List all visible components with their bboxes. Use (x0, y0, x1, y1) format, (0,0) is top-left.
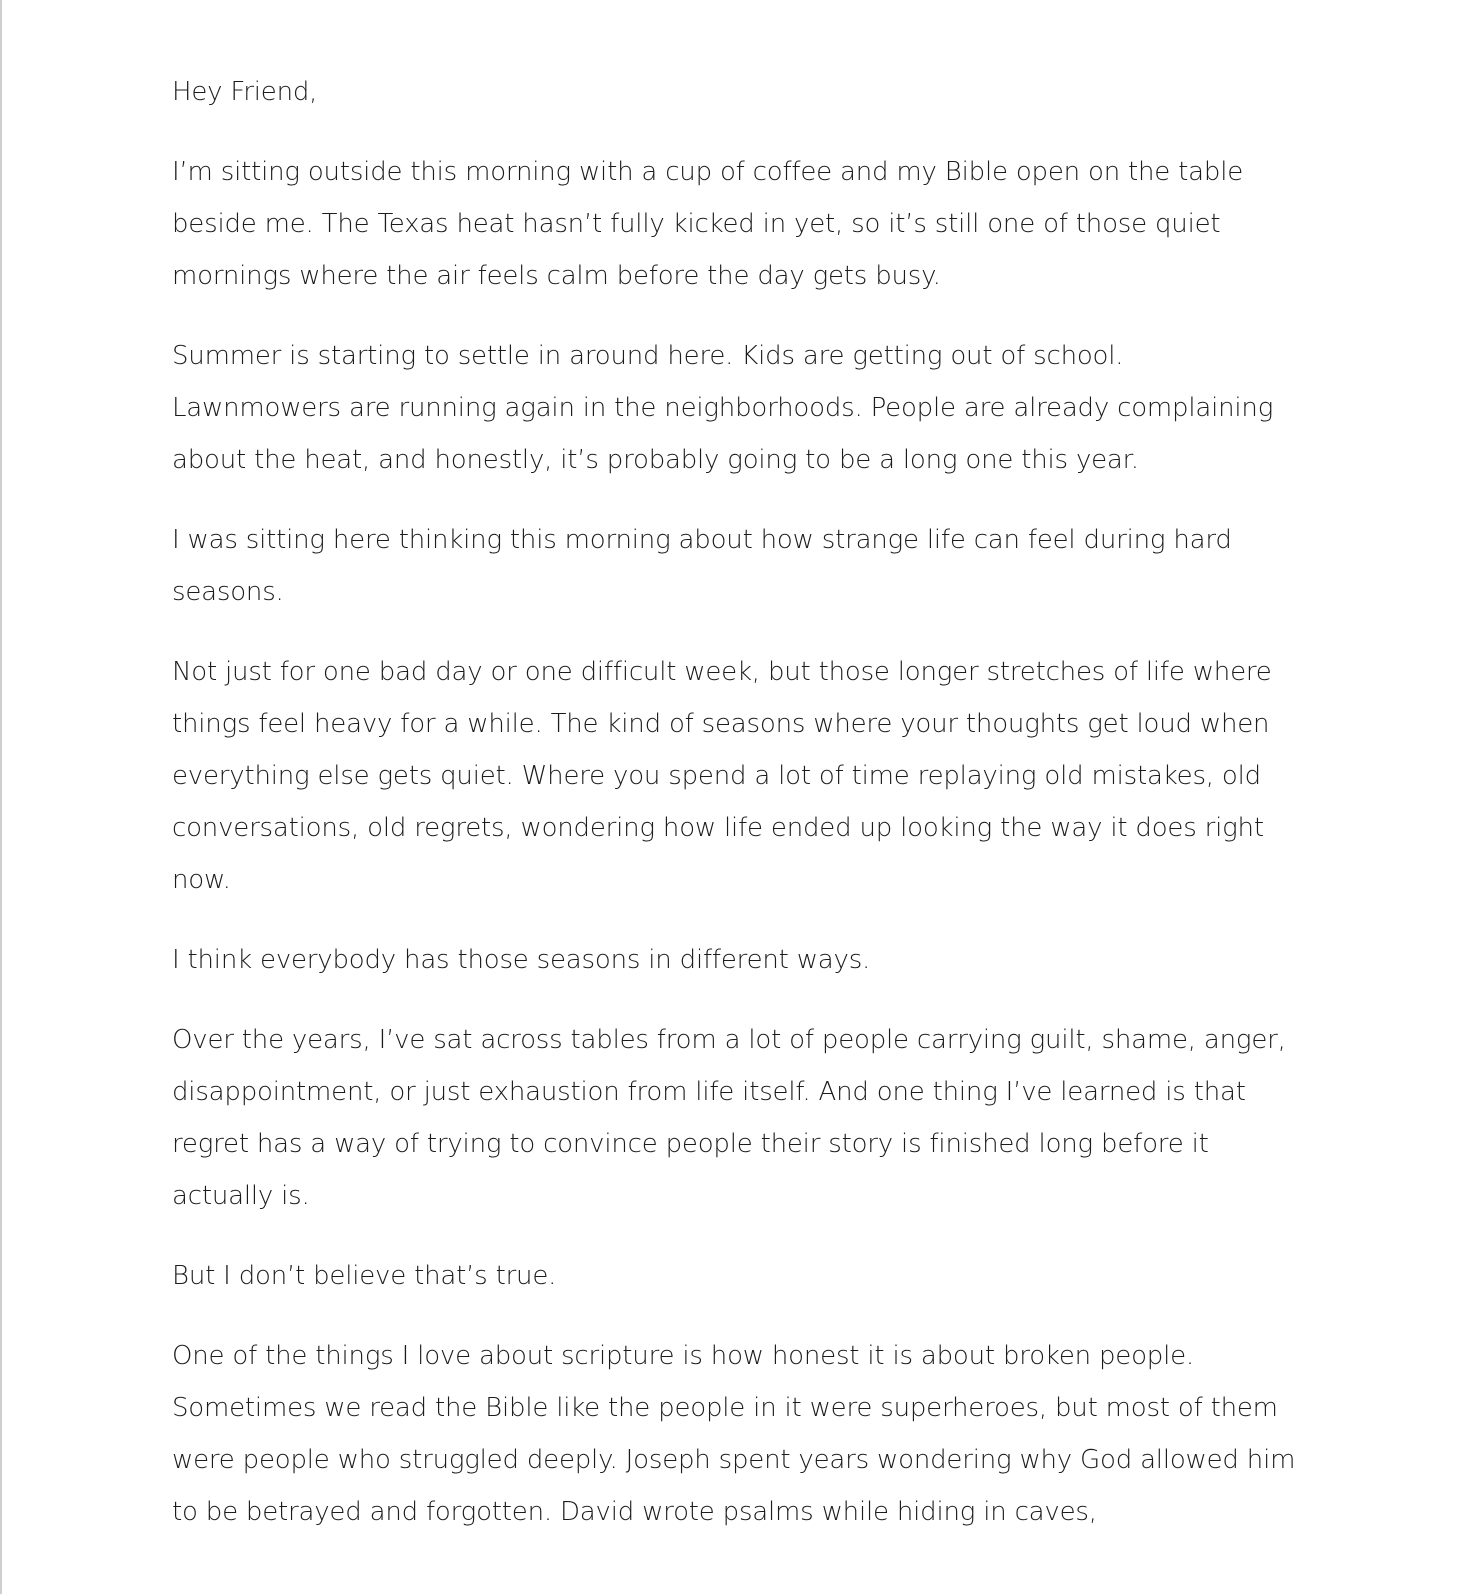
letter-paragraph-3: I was sitting here thinking this morning about how strange life can feel during hard seasons. (172, 525, 1232, 607)
letter-paragraph-2: Summer is starting to settle in around here. Kids are getting out of school. Lawnmowers are running again in the neighborhoods. People are already complaining about the heat, and honestly, it’s probably going to be a long one this year. (172, 341, 1274, 475)
page-left-border (0, 0, 2, 1594)
letter-paragraph-5: I think everybody has those seasons in different ways. (172, 945, 871, 975)
letter-paragraph-6: Over the years, I’ve sat across tables from a lot of people carrying guilt, shame, anger, disappointment, or just exhaustion from life itself. And one thing I’ve learned is that regret has a way of trying to convince people their story is finished long before it actually is. (172, 1025, 1286, 1211)
letter-body (172, 66, 1296, 1566)
letter-paragraph-4: Not just for one bad day or one difficult week, but those longer stretches of life where things feel heavy for a while. The kind of seasons where your thoughts get loud when everything else gets quiet. Where you spend a lot of time replaying old mistakes, old conversations, old regrets, wondering how life ended up looking the way it does right now. (172, 657, 1272, 895)
letter-greeting: Hey Friend, (172, 77, 318, 107)
letter-paragraph-1: I’m sitting outside this morning with a cup of coffee and my Bible open on the table beside me. The Texas heat hasn’t fully kicked in yet, so it’s still one of those quiet mornings where the air feels calm before the day gets busy. (172, 157, 1244, 291)
letter-paragraph-7: But I don’t believe that’s true. (172, 1261, 557, 1291)
letter-paragraph-8: One of the things I love about scripture is how honest it is about broken people. Sometimes we read the Bible like the people in it were superheroes, but most of them were people who struggled deeply. Joseph spent years wondering why God allowed him to be betrayed and forgotten. David wrote psalms while hiding in caves, (172, 1341, 1296, 1527)
